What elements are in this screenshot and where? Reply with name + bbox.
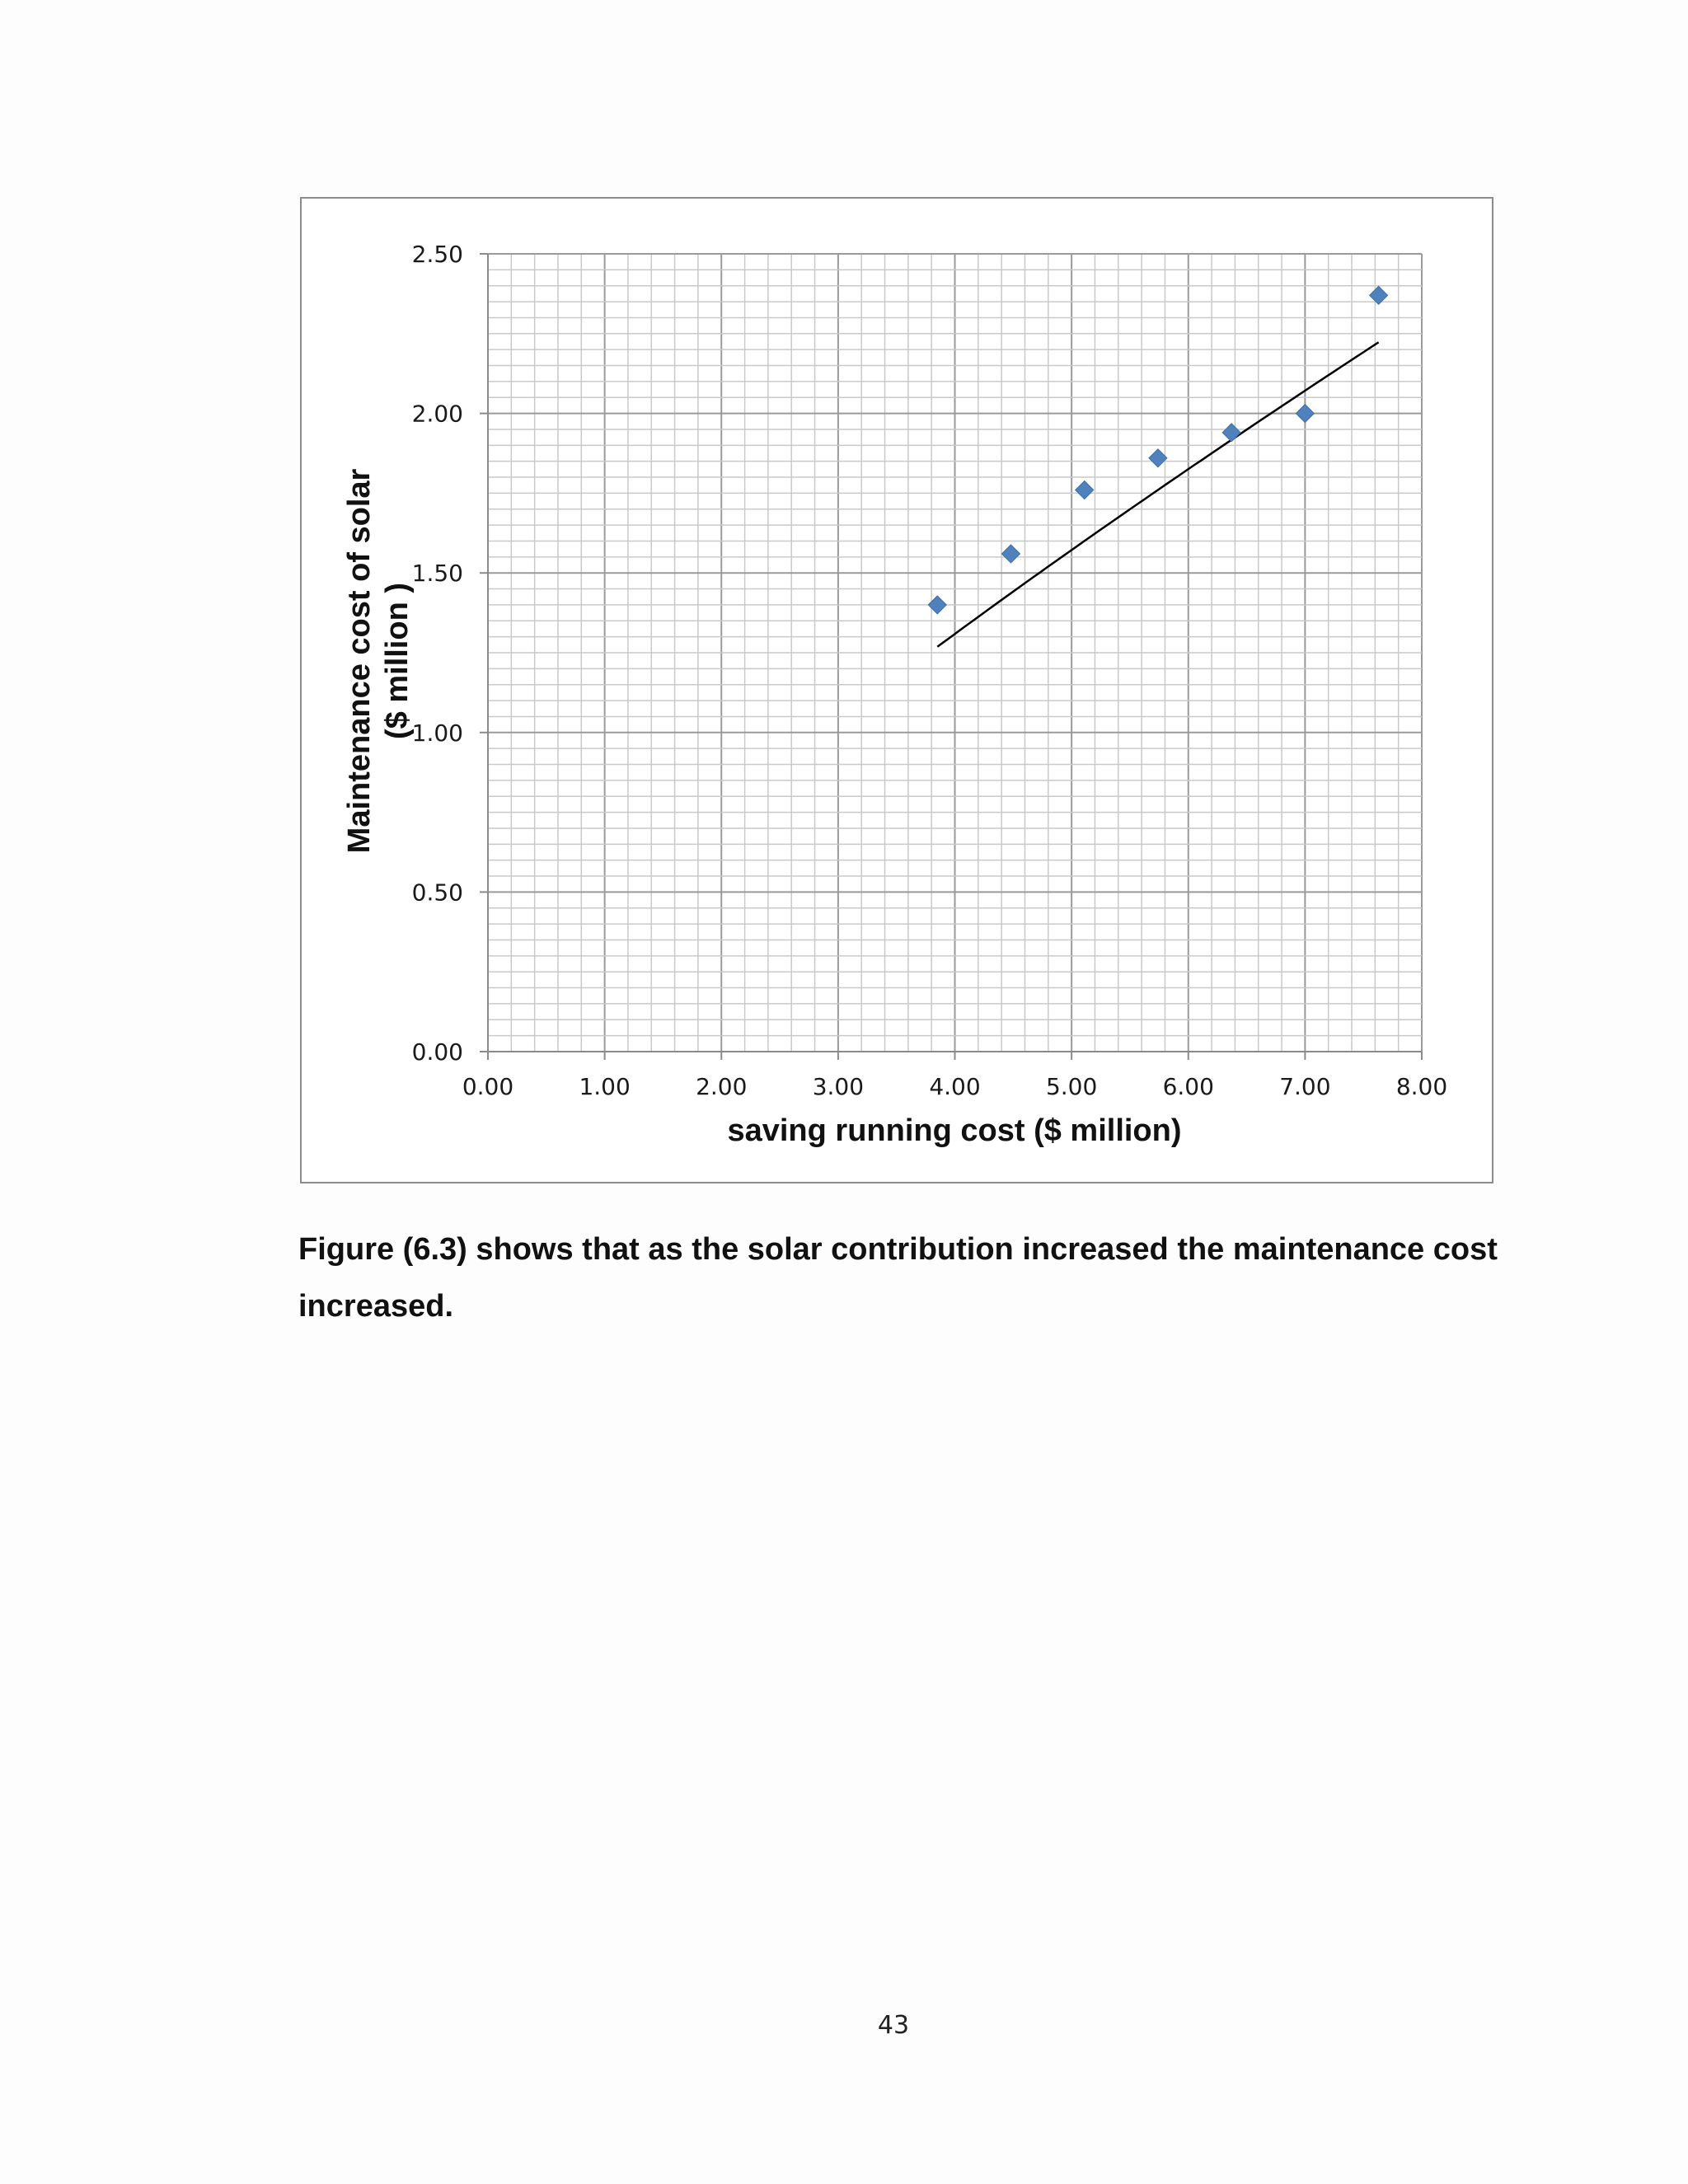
chart-frame: [301, 198, 1493, 1183]
y-tick-label: 1.50: [411, 560, 463, 588]
page-number: 43: [877, 2011, 910, 2040]
y-tick-label: 0.00: [411, 1038, 463, 1066]
x-tick-label: 0.00: [462, 1073, 514, 1100]
y-tick-label: 2.00: [411, 400, 463, 428]
x-tick-label: 4.00: [929, 1073, 981, 1100]
x-tick-label: 6.00: [1162, 1073, 1214, 1100]
plot-grid: [488, 254, 1422, 1052]
x-tick-label: 1.00: [579, 1073, 631, 1100]
y-tick-label: 1.00: [411, 719, 463, 747]
x-tick-labels: [462, 1073, 1447, 1100]
y-tick-label: 2.50: [411, 241, 463, 268]
x-tick-label: 8.00: [1395, 1073, 1448, 1100]
x-axis-title: saving running cost ($ million): [727, 1113, 1182, 1148]
y-axis-title-line-1: Maintenance cost of solar: [342, 468, 377, 854]
y-tick-label: 0.50: [411, 879, 463, 907]
x-tick-label: 5.00: [1045, 1073, 1098, 1100]
x-tick-label: 7.00: [1279, 1073, 1331, 1100]
figure-caption: Figure (6.3) shows that as the solar contribution increased the maintenance cost increased.: [298, 1232, 1498, 1324]
x-tick-label: 3.00: [812, 1073, 865, 1100]
x-tick-label: 2.00: [696, 1073, 748, 1100]
y-axis-title-line-2: ($ million ): [380, 583, 415, 739]
